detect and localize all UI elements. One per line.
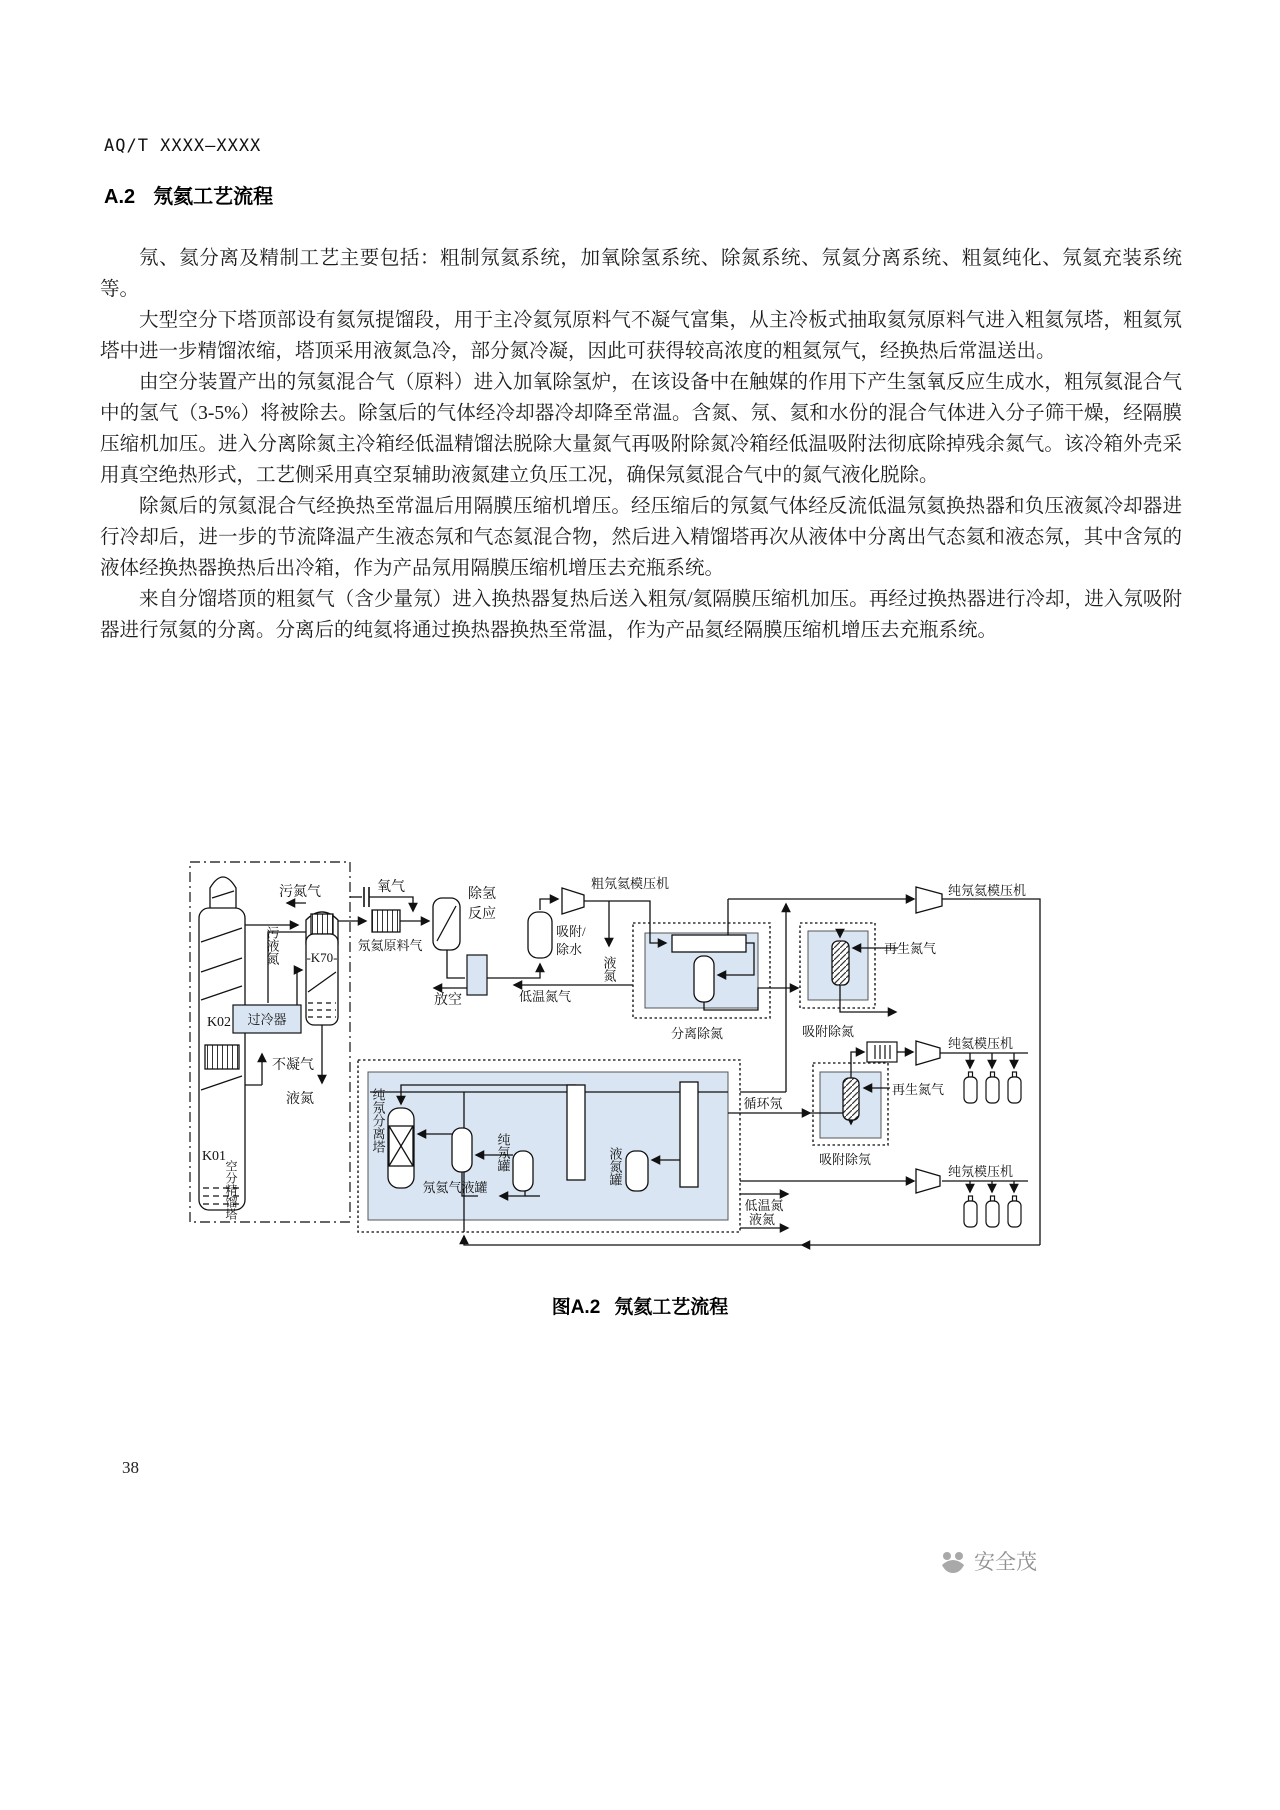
label-air-separation-column: 空分精馏塔 <box>224 1160 238 1220</box>
adsorber-dryer-vessel <box>528 912 552 958</box>
label-regen-nitrogen-1: 再生氮气 <box>884 941 937 956</box>
label-regen-nitrogen-2: 再生氮气 <box>892 1082 945 1097</box>
label-cold-nitrogen-gas: 低温氮气 <box>518 989 572 1004</box>
page-number: 38 <box>122 1458 139 1477</box>
label-pure-ne-compressor: 纯氖模压机 <box>948 1164 1014 1179</box>
paragraph: 来自分馏塔顶的粗氦气（含少量氖）进入换热器复热后送入粗氖/氦隔膜压缩机加压。再经过换热器进行冷却，进入氖吸附器进行氖氦的分离。分离后的纯氦将通过换热器换热至常温，作为产品氦经隔膜压缩机增压去充瓶系统。 <box>100 589 1182 641</box>
watermark <box>938 1546 1037 1576</box>
figure-number: 图A.2 <box>551 1297 601 1318</box>
paragraph: 由空分装置产出的氖氦混合气（原料）进入加氧除氢炉，在该设备中在触媒的作用下产生氢氧反应生成水，粗氖氦混合气中的氢气（3-5%）将被除去。除氢后的气体经冷却器冷却降至常温。含氮、氖、氦和水份的混合气体进入分子筛干燥，经隔膜压缩机加压。进入分离除氮主冷箱经低温精馏法脱除大量氮气再吸附除氮冷箱经低温吸附法彻底除掉残余氮气。该冷箱外壳采用真空绝热形式，工艺侧采用真空泵辅助液氮建立负压工况，确保氖氦混合气中的氮气液化脱除。 <box>100 372 1182 486</box>
label-subcooler: 过冷器 <box>247 1012 287 1027</box>
label-gas-liquid-tank: 氖氦气液罐 <box>422 1180 488 1195</box>
label-pure-neon-column: 纯氖分离塔 <box>370 1088 386 1153</box>
phase-separator-vessel <box>694 956 714 1002</box>
gas-liquid-tank <box>452 1128 472 1172</box>
crude-neon-helium-column-k70 <box>306 912 338 1025</box>
label-pure-nehe-compressor: 纯氖氦模压机 <box>948 883 1027 898</box>
label-adsorption-denitrogen: 吸附除氮 <box>801 1024 855 1039</box>
body-text <box>100 243 1182 646</box>
liquid-nitrogen-tank <box>626 1151 648 1191</box>
label-liquid-nitrogen-k70: 液氮 <box>286 1092 314 1107</box>
watermark-text: 安全茂 <box>974 1551 1037 1574</box>
label-k01: K01 <box>201 1149 227 1164</box>
coldbox-heat-exchanger-slab <box>672 935 746 952</box>
feed-heat-exchanger <box>372 910 400 932</box>
label-crude-compressor: 粗氖氦模压机 <box>590 876 670 891</box>
pure-neon-helium-compressor <box>916 887 942 913</box>
label-non-condensable-gas: 不凝气 <box>272 1058 314 1073</box>
label-liquid-nitrogen-out: 液氮 <box>748 1212 776 1227</box>
label-k02: K02 <box>206 1015 232 1030</box>
heat-exchanger-slab-1 <box>567 1085 585 1180</box>
process-flow-diagram <box>150 850 1065 1260</box>
pure-neon-tank <box>513 1151 533 1191</box>
dehydrogenation-reactor <box>433 898 460 950</box>
paragraph: 氖、氦分离及精制工艺主要包括：粗制氖氦系统，加氧除氢系统、除氮系统、氖氦分离系统、粗氦纯化、氖氦充装系统等。 <box>100 248 1182 300</box>
label-cold-nitrogen: 低温氮 <box>744 1198 784 1213</box>
neon-adsorber-vessel <box>843 1078 859 1120</box>
heat-exchanger-slab-2 <box>680 1082 698 1187</box>
pure-neon-compressor <box>916 1169 940 1193</box>
cooler-box <box>467 955 487 995</box>
paragraph: 大型空分下塔顶部设有氦氖提馏段，用于主冷氦氖原料气不凝气富集，从主冷板式抽取氦氖原料气进入粗氦氖塔，粗氦氖塔中进一步精馏浓缩，塔顶采用液氮急冷，部分氮冷凝，因此可获得较高浓度的粗氦氖气，经换热后常温送出。 <box>100 310 1182 362</box>
neon-cylinders <box>964 1196 1021 1227</box>
label-separation-denitrogen: 分离除氮 <box>670 1026 724 1041</box>
label-adsorb-line1: 吸附/ <box>556 924 586 939</box>
label-dirty-nitrogen-gas: 污氮气 <box>279 885 321 900</box>
label-adsorption-deneon: 吸附除氖 <box>818 1152 872 1167</box>
helium-cylinders <box>964 1072 1021 1103</box>
label-k70: -K70- <box>306 950 338 965</box>
oxygen-inlet-symbol <box>364 887 369 907</box>
section-number: A.2 <box>104 186 136 208</box>
label-pure-he-compressor: 纯氦模压机 <box>948 1036 1014 1051</box>
watermark-logo-icon <box>938 1548 968 1574</box>
label-dirty-liquid-nitrogen: 污液氮 <box>264 926 280 965</box>
label-oxygen: 氧气 <box>377 880 405 895</box>
label-liquid-nitrogen-tank: 液氮罐 <box>607 1147 623 1186</box>
label-recycle-neon: 循环氖 <box>743 1096 783 1111</box>
figure-caption <box>0 1292 1280 1319</box>
label-neon-helium-feed-gas: 氖氦原料气 <box>357 938 423 953</box>
helium-filter <box>867 1042 897 1062</box>
pure-neon-separation-column <box>388 1108 414 1188</box>
label-liquid-nitrogen-mid: 液氮 <box>601 956 617 982</box>
figure-title: 氖氦工艺流程 <box>614 1297 729 1318</box>
label-dehydrogen-line1: 除氢 <box>468 887 496 902</box>
nitrogen-adsorber-vessel <box>832 941 849 985</box>
crude-neon-helium-compressor <box>562 888 584 914</box>
label-dehydrogen-line2: 反应 <box>468 907 496 922</box>
label-adsorb-line2: 除水 <box>556 942 583 957</box>
label-vent: 放空 <box>434 993 462 1008</box>
section-title: 氖氦工艺流程 <box>153 186 274 208</box>
paragraph: 除氮后的氖氦混合气经换热至常温后用隔膜压缩机增压。经压缩后的氖氦气体经反流低温氖氦换热器和负压液氮冷却器进行冷却后，进一步的节流降温产生液态氖和气态氦混合物，然后进入精馏塔再次从液体中分离出气态氦和液态氖，其中含氖的液体经换热器换热后出冷箱，作为产品氖用隔膜压缩机增压去充瓶系统。 <box>100 496 1182 579</box>
section-heading <box>104 180 273 209</box>
label-pure-neon-tank: 纯氖罐 <box>495 1133 511 1172</box>
pure-helium-compressor <box>916 1041 940 1065</box>
document-code: AQ/T XXXX—XXXX <box>104 136 262 156</box>
